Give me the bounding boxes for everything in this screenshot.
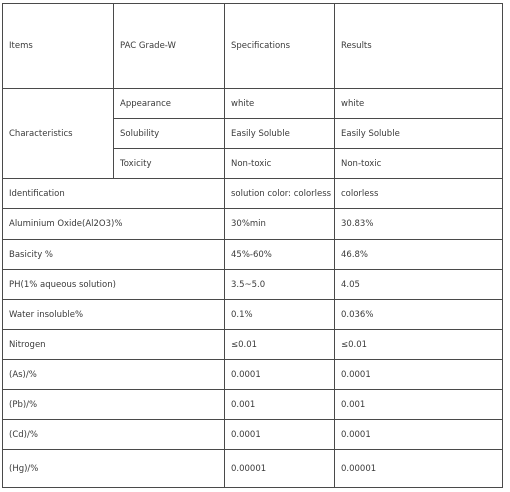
- result-cell: colorless: [335, 179, 503, 209]
- specification-cell: 0.0001: [225, 420, 335, 450]
- header-items: Items: [3, 4, 114, 89]
- header-specifications: Specifications: [225, 4, 335, 89]
- specification-cell: ≤0.01: [225, 330, 335, 360]
- property-cell: Solubility: [114, 119, 225, 149]
- property-cell: Appearance: [114, 89, 225, 119]
- table-row: [3, 179, 503, 209]
- specification-cell: 0.001: [225, 390, 335, 420]
- characteristics-label: Characteristics: [3, 89, 114, 179]
- specification-cell: 45%-60%: [225, 240, 335, 270]
- item-cell: (Hg)/%: [3, 450, 225, 488]
- specification-cell: 0.00001: [225, 450, 335, 488]
- result-cell: 0.00001: [335, 450, 503, 488]
- header-results: Results: [335, 4, 503, 89]
- result-cell: 0.036%: [335, 300, 503, 330]
- item-cell: (As)/%: [3, 360, 225, 390]
- item-cell: Nitrogen: [3, 330, 225, 360]
- item-cell: Identification: [3, 179, 225, 209]
- item-cell: PH(1% aqueous solution): [3, 270, 225, 300]
- table-row: [3, 240, 503, 270]
- property-cell: Toxicity: [114, 149, 225, 179]
- result-cell: 0.001: [335, 390, 503, 420]
- item-cell: (Pb)/%: [3, 390, 225, 420]
- table-row: [3, 420, 503, 450]
- item-cell: Water insoluble%: [3, 300, 225, 330]
- result-cell: 0.0001: [335, 360, 503, 390]
- specification-cell: Easily Soluble: [225, 119, 335, 149]
- table-row: [3, 270, 503, 300]
- item-cell: Basicity %: [3, 240, 225, 270]
- result-cell: white: [335, 89, 503, 119]
- result-cell: 0.0001: [335, 420, 503, 450]
- specification-cell: 0.1%: [225, 300, 335, 330]
- table-row: [3, 450, 503, 488]
- result-cell: 46.8%: [335, 240, 503, 270]
- table-row: [3, 209, 503, 240]
- item-cell: Aluminium Oxide(Al2O3)%: [3, 209, 225, 240]
- table-row: [3, 330, 503, 360]
- item-cell: (Cd)/%: [3, 420, 225, 450]
- result-cell: Non-toxic: [335, 149, 503, 179]
- header-grade: PAC Grade-W: [114, 4, 225, 89]
- result-cell: 30.83%: [335, 209, 503, 240]
- result-cell: ≤0.01: [335, 330, 503, 360]
- specification-cell: 0.0001: [225, 360, 335, 390]
- table-row: [3, 360, 503, 390]
- table-header-row: [3, 4, 503, 89]
- specification-cell: solution color: colorless: [225, 179, 335, 209]
- specification-cell: Non-toxic: [225, 149, 335, 179]
- table-row: [3, 390, 503, 420]
- specification-table: [2, 3, 503, 488]
- specification-cell: 3.5~5.0: [225, 270, 335, 300]
- specification-cell: 30%min: [225, 209, 335, 240]
- table-row: [3, 89, 503, 119]
- result-cell: 4.05: [335, 270, 503, 300]
- specification-cell: white: [225, 89, 335, 119]
- table-row: [3, 300, 503, 330]
- result-cell: Easily Soluble: [335, 119, 503, 149]
